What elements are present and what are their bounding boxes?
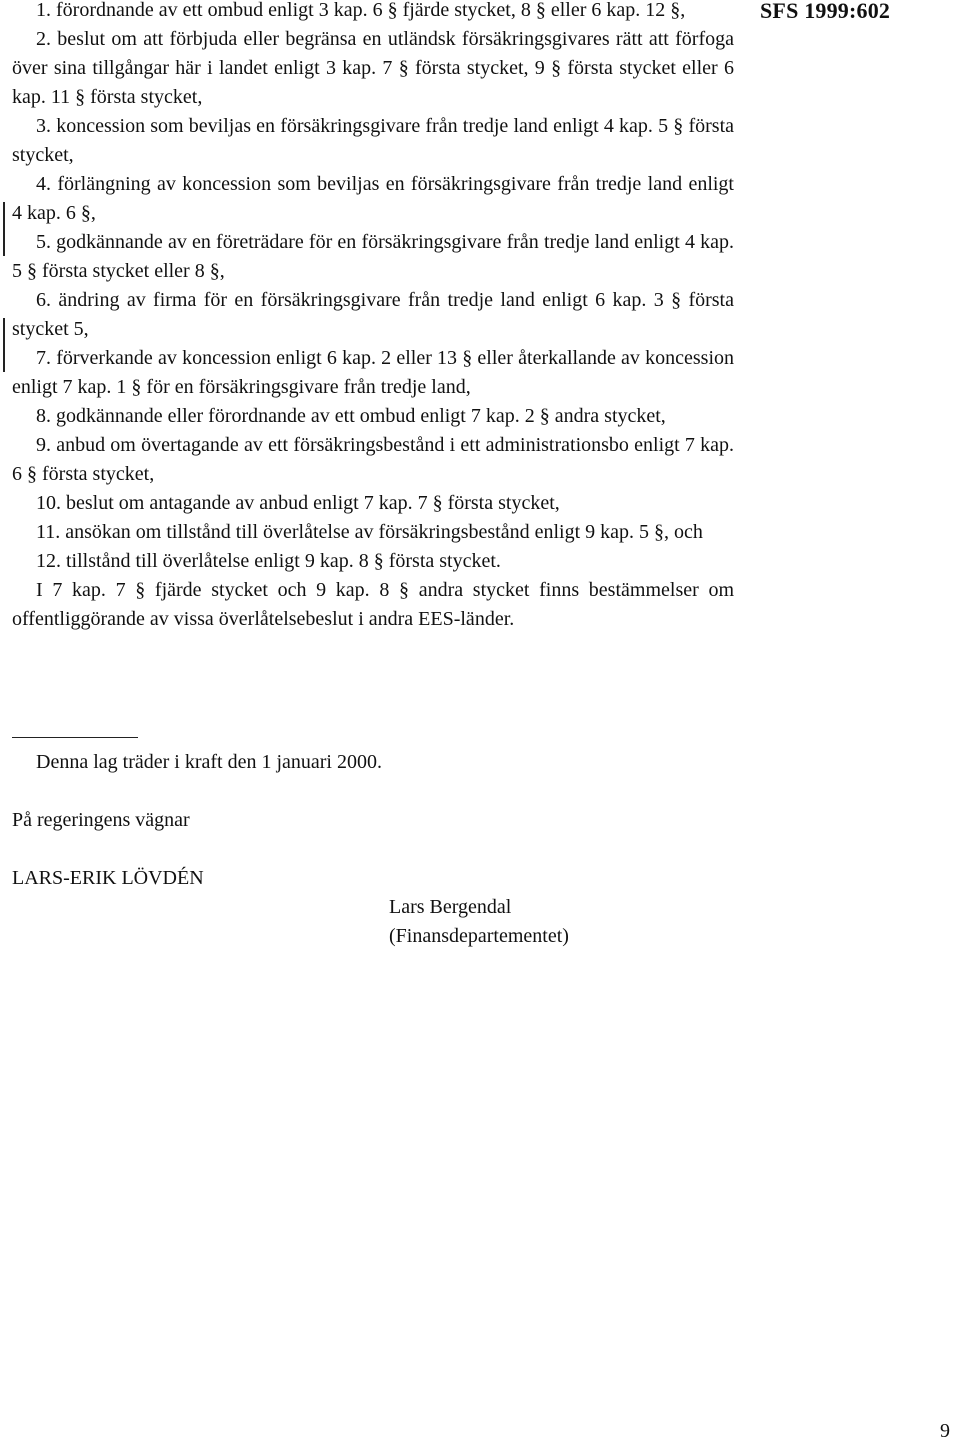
list-item: 9. anbud om övertagande av ett försäkringsbestånd i ett administrationsbo enligt 7 kap. 6 § första stycket, bbox=[12, 434, 734, 485]
list-item: 8. godkännande eller förordnande av ett ombud enligt 7 kap. 2 § andra stycket, bbox=[36, 405, 666, 427]
list-item: 7. förverkande av koncession enligt 6 kap. 2 eller 13 § eller återkallande av koncession enligt 7 kap. 1 § för en försäkringsgivare från tredje land, bbox=[12, 347, 734, 398]
list-item: 10. beslut om antagande av anbud enligt 7 kap. 7 § första stycket, bbox=[36, 492, 560, 514]
government-signature-line: På regeringens vägnar bbox=[12, 809, 190, 831]
page-number: 9 bbox=[940, 1420, 950, 1442]
list-item: 4. förlängning av koncession som beviljas en försäkringsgivare från tredje land enligt 4 kap. 6 §, bbox=[12, 173, 734, 224]
separator-rule bbox=[12, 737, 138, 738]
list-item: 12. tillstånd till överlåtelse enligt 9 kap. 8 § första stycket. bbox=[36, 550, 501, 572]
minister-name: LARS-ERIK LÖVDÉN bbox=[12, 867, 204, 889]
list-item: 1. förordnande av ett ombud enligt 3 kap. 6 § fjärde stycket, 8 § eller 6 kap. 12 §, bbox=[36, 0, 686, 21]
list-item: 11. ansökan om tillstånd till överlåtelse av försäkringsbestånd enligt 9 kap. 5 §, och bbox=[36, 521, 703, 543]
list-item: 6. ändring av firma för en försäkringsgivare från tredje land enligt 6 kap. 3 § första stycket 5, bbox=[12, 289, 734, 340]
official-signature bbox=[389, 893, 569, 951]
official-name: Lars Bergendal bbox=[389, 896, 512, 918]
closing-paragraph: I 7 kap. 7 § fjärde stycket och 9 kap. 8 § andra stycket finns bestämmelser om offentliggörande av vissa överlåtelsebeslut i andra EES-länder. bbox=[12, 579, 734, 630]
change-bar-item-4 bbox=[3, 202, 5, 256]
list-item: 2. beslut om att förbjuda eller begränsa en utländsk försäkringsgivares rätt att förfoga över sina tillgångar här i landet enligt 3 kap. 7 § första stycket, 9 § första stycket eller 6 kap. 11 § första stycket, bbox=[12, 28, 734, 108]
department-name: (Finansdepartementet) bbox=[389, 925, 569, 947]
change-bar-item-6 bbox=[3, 318, 5, 372]
list-item: 3. koncession som beviljas en försäkringsgivare från tredje land enligt 4 kap. 5 § första stycket, bbox=[12, 115, 734, 166]
notification-list bbox=[12, 0, 734, 634]
sfs-number: SFS 1999:602 bbox=[760, 0, 891, 23]
list-item: 5. godkännande av en företrädare för en försäkringsgivare från tredje land enligt 4 kap. 5 § första stycket eller 8 §, bbox=[12, 231, 734, 282]
effective-date-text: Denna lag träder i kraft den 1 januari 2000. bbox=[36, 751, 382, 773]
